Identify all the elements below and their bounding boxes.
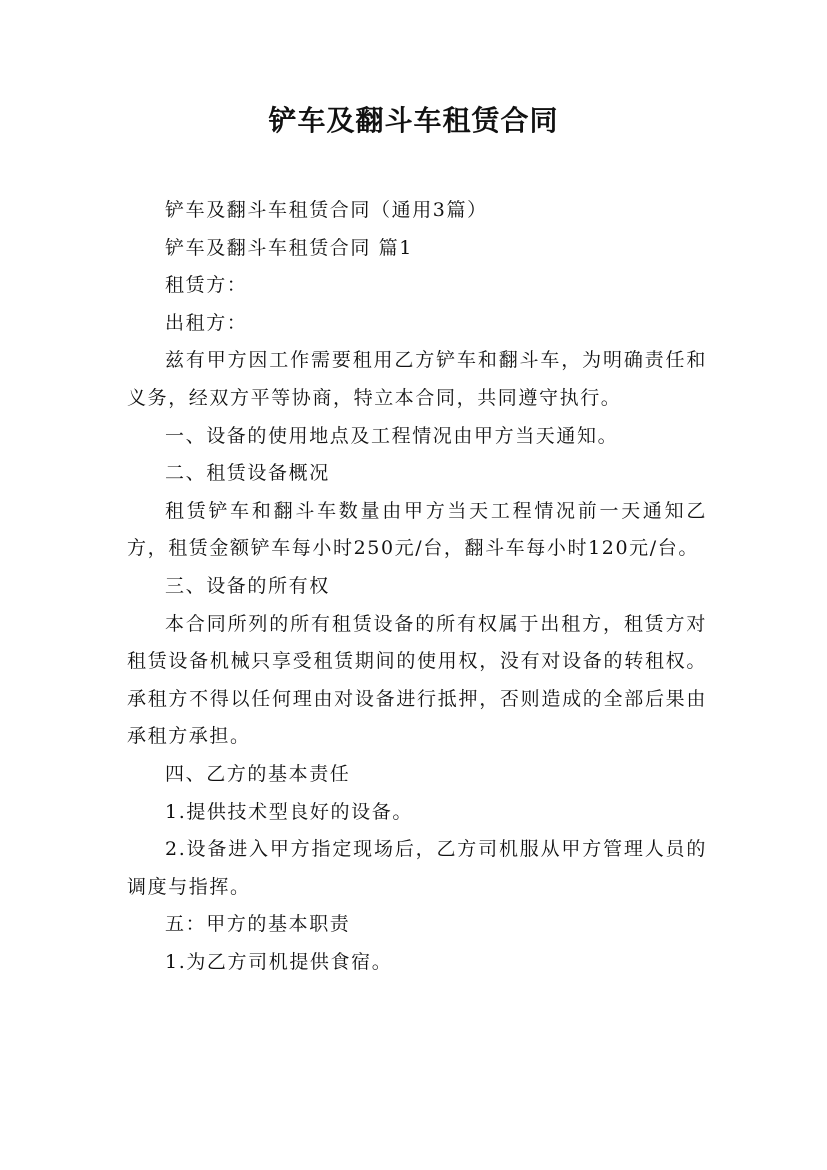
paragraph-clause-4-item-1: 1.提供技术型良好的设备。 (165, 800, 413, 823)
document-body (127, 192, 707, 981)
paragraph-clause-2-heading: 二、租赁设备概况 (165, 462, 330, 485)
paragraph-clause-5-item-1: 1.为乙方司机提供食宿。 (165, 950, 393, 973)
paragraph-clause-4-item-2: 2.设备进入甲方指定现场后，乙方司机服从甲方管理人员的调度与指挥。 (127, 838, 707, 898)
document-title: 铲车及翻斗车租赁合同 (268, 104, 559, 137)
paragraph-clause-5-heading: 五：甲方的基本职责 (165, 913, 351, 936)
paragraph-lessor: 出租方： (165, 311, 248, 334)
paragraph-clause-3-heading: 三、设备的所有权 (165, 574, 330, 597)
paragraph-clause-1: 一、设备的使用地点及工程情况由甲方当天通知。 (165, 424, 619, 447)
paragraph-subtitle: 铲车及翻斗车租赁合同（通用3篇） (165, 199, 488, 221)
paragraph-clause-2-body: 租赁铲车和翻斗车数量由甲方当天工程情况前一天通知乙方，租赁金额铲车每小时250元/台，翻斗车每小时120元/台。 (127, 499, 707, 560)
paragraph-preamble: 兹有甲方因工作需要租用乙方铲车和翻斗车，为明确责任和义务，经双方平等协商，特立本合同，共同遵守执行。 (127, 349, 707, 409)
paragraph-section-heading: 铲车及翻斗车租赁合同 篇1 (165, 236, 413, 259)
paragraph-clause-4-heading: 四、乙方的基本责任 (165, 762, 351, 785)
paragraph-clause-3-body: 本合同所列的所有租赁设备的所有权属于出租方，租赁方对租赁设备机械只享受租赁期间的使用权，没有对设备的转租权。承租方不得以任何理由对设备进行抵押，否则造成的全部后果由承租方承担。 (127, 612, 707, 748)
paragraph-lessee: 租赁方： (165, 274, 248, 297)
